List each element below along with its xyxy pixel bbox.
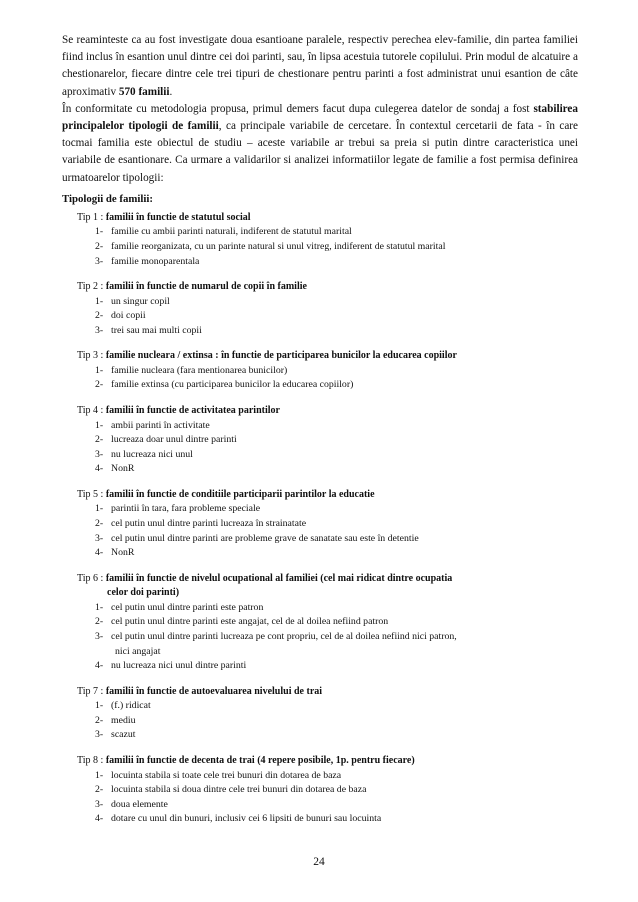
tipologies-list [62,211,578,827]
tip-label: Tip 3 : [77,350,104,362]
item-number: 3- [95,324,104,336]
intro-p2-text-a: În conformitate cu metodologia propusa, primul demers facut dupa culegerea datelor de sondaj a fost [62,102,534,115]
item-text-main: familie reorganizata, cu un parinte natural si unul vitreg, indiferent de statutul marital [111,240,446,252]
intro-paragraph-1 [62,32,578,101]
item-text-main: familie monoparentala [111,255,200,267]
item-text-main: ambii parinti în activitate [111,419,210,431]
tip-heading [77,754,578,769]
list-item [95,699,578,714]
item-text-main: cel putin unul dintre parinti este patron [111,601,264,613]
list-item [95,659,578,674]
item-number: 1- [95,419,104,431]
item-text-main: lucreaza doar unul dintre parinti [111,434,237,446]
item-text [111,225,578,240]
item-text [111,255,578,270]
item-text-main: dotare cu unul din bunuri, inclusiv cei 6 lipsiti de bunuri sau locuinta [111,813,382,825]
item-text-continuation: nici angajat [115,645,161,657]
list-item [95,630,578,659]
item-number: 4- [95,547,104,559]
tip-title: familii în functie de numarul de copii în familie [105,281,307,293]
tip-block [77,280,578,338]
tip-block [77,685,578,743]
tip-items [77,364,578,393]
item-text [111,324,578,339]
item-text [111,769,578,784]
section-heading: Tipologii de familii: [62,192,153,205]
list-item [95,728,578,743]
tip-heading [77,404,578,419]
tip-heading [77,488,578,503]
item-text [111,240,578,255]
tip-heading [77,685,578,700]
item-number: 2- [95,714,104,726]
item-number: 2- [95,240,104,252]
item-text [111,798,578,813]
item-text [111,783,578,798]
tip-label: Tip 1 : [77,211,104,223]
item-text [111,532,578,547]
item-number: 4- [95,813,104,825]
item-text-main: familie extinsa (cu participarea bunicilor la educarea copiilor) [111,379,354,391]
item-text [111,364,578,379]
item-text-main: cel putin unul dintre parinti lucreaza pe cont propriu, cel de al doilea nefiind nici patron, [111,631,457,643]
item-text-main: cel putin unul dintre parinti lucreaza în strainatate [111,518,307,530]
item-text-main: familie cu ambii parinti naturali, indiferent de statutul marital [111,226,352,238]
item-text [111,699,578,714]
list-item [95,532,578,547]
item-text [111,378,578,393]
list-item [95,225,578,240]
tip-label: Tip 4 : [77,405,104,417]
page-number: 24 [313,856,325,868]
list-item [95,255,578,270]
item-text [111,659,578,674]
item-text [111,419,578,434]
tip-label: Tip 6 : [77,572,104,584]
item-text [111,502,578,517]
list-item [95,462,578,477]
item-number: 1- [95,601,104,613]
item-number: 3- [95,798,104,810]
tip-title: familii în functie de conditiile participarii parintilor la educatie [105,488,375,500]
tip-items [77,769,578,827]
item-number: 4- [95,463,104,475]
item-text-main: parintii în tara, fara probleme speciale [111,503,261,515]
item-text-main: locuinta stabila si toate cele trei bunuri din dotarea de baza [111,769,342,781]
item-text-main: cel putin unul dintre parinti are probleme grave de sanatate sau este în detentie [111,532,419,544]
item-text-main: (f.) ridicat [111,700,151,712]
list-item [95,502,578,517]
item-text-main: NonR [111,463,135,475]
item-number: 4- [95,660,104,672]
tip-block [77,349,578,393]
item-text-main: familie nucleara (fara mentionarea bunicilor) [111,364,288,376]
item-text-main: doi copii [111,310,146,322]
tip-items [77,419,578,477]
item-text-main: un singur copil [111,295,170,307]
item-text-main: NonR [111,547,135,559]
tip-title-line-2: celor doi parinti) [107,587,180,599]
list-item [95,448,578,463]
document-page [62,32,578,827]
item-text-main: scazut [111,729,136,741]
item-number: 3- [95,631,104,643]
tip-block [77,211,578,269]
item-number: 2- [95,784,104,796]
item-number: 3- [95,255,104,267]
tip-block [77,488,578,561]
list-item [95,601,578,616]
item-text-main: trei sau mai multi copii [111,324,202,336]
tip-heading [77,280,578,295]
item-text [111,728,578,743]
item-number: 1- [95,769,104,781]
item-number: 3- [95,448,104,460]
item-text-main: cel putin unul dintre parinti este angajat, cel de al doilea nefiind patron [111,616,389,628]
item-number: 1- [95,364,104,376]
item-text [111,630,578,659]
tip-title: familii în functie de decenta de trai (4 repere posibile, 1p. pentru fiecare) [105,755,415,767]
tip-block [77,404,578,477]
list-item [95,517,578,532]
tip-title: familii în functie de statutul social [105,211,251,223]
tip-heading [77,349,578,364]
item-number: 2- [95,434,104,446]
item-text [111,462,578,477]
item-number: 2- [95,616,104,628]
item-text-main: nu lucreaza nici unul [111,448,193,460]
tip-title: familii în functie de autoevaluarea nivelului de trai [105,685,323,697]
tip-title: familii în functie de nivelul ocupational al familiei (cel mai ridicat dintre ocupatia [105,572,453,584]
item-text [111,615,578,630]
tip-title-continuation [77,586,578,601]
list-item [95,769,578,784]
intro-p1-text: Se reaminteste ca au fost investigate doua esantioane paralele, respectiv perechea elev-familie, din partea familiei fiind inclus în esantion unul dintre cei doi parinti, sau, în lipsa acestuia tutorele copilului. Prin modul de alcatuire a chestionarelor, fiecare dintre cele trei tipuri de chestionare pentru parinti a fost administrat unui esantion de câte aproximativ [62,34,578,98]
item-text [111,601,578,616]
tip-items [77,601,578,674]
tip-block [77,754,578,827]
item-text-main: mediu [111,714,136,726]
tip-items [77,295,578,339]
list-item [95,324,578,339]
list-item [95,812,578,827]
list-item [95,546,578,561]
tip-label: Tip 8 : [77,755,104,767]
tip-label: Tip 2 : [77,281,104,293]
intro-p2-bold: stabilirea principalelor tipologii de familii [62,102,578,133]
item-text [111,714,578,729]
tip-heading [77,211,578,226]
tip-block [77,572,578,674]
list-item [95,798,578,813]
item-text-main: locuinta stabila si doua dintre cele trei bunuri din dotarea de baza [111,784,367,796]
intro-paragraph-2 [62,101,578,187]
intro-text [62,32,578,187]
list-item [95,783,578,798]
item-number: 1- [95,295,104,307]
list-item [95,295,578,310]
list-item [95,615,578,630]
tip-label: Tip 7 : [77,685,104,697]
list-item [95,378,578,393]
intro-p1-end: . [169,85,173,98]
list-item [95,309,578,324]
item-number: 1- [95,503,104,515]
tip-label: Tip 5 : [77,488,104,500]
tip-heading [77,572,578,587]
tip-title: familii în functie de activitatea parintilor [105,405,280,417]
tip-title: familie nucleara / extinsa : în functie de participarea bunicilor la educarea copiilor [105,350,457,362]
item-number: 2- [95,310,104,322]
item-text-main: nu lucreaza nici unul dintre parinti [111,660,247,672]
item-number: 2- [95,379,104,391]
intro-p2-text-b: , ca principale variabile de cercetare. În contextul cercetarii de fata - în care tocmai familia este obiectul de studiu – aceste variabile ar trebui sa preia si putin dintre caracteristica unei variabile de esantionare. Ca urmare a validarilor si analizei informatiilor legate de familie a fost permisa definirea urmatoarelor tipologii: [62,120,578,184]
item-text-main: doua elemente [111,798,168,810]
tip-items [77,225,578,269]
item-text [111,295,578,310]
item-text [111,546,578,561]
item-text [111,309,578,324]
tip-items [77,502,578,560]
item-text [111,517,578,532]
item-number: 1- [95,700,104,712]
list-item [95,714,578,729]
item-text [111,812,578,827]
list-item [95,240,578,255]
item-number: 2- [95,518,104,530]
item-number: 3- [95,532,104,544]
list-item [95,364,578,379]
intro-p1-bold: 570 familii [118,85,170,98]
item-number: 1- [95,226,104,238]
item-text [111,433,578,448]
list-item [95,419,578,434]
list-item [95,433,578,448]
tip-items [77,699,578,743]
item-number: 3- [95,729,104,741]
item-text [111,448,578,463]
